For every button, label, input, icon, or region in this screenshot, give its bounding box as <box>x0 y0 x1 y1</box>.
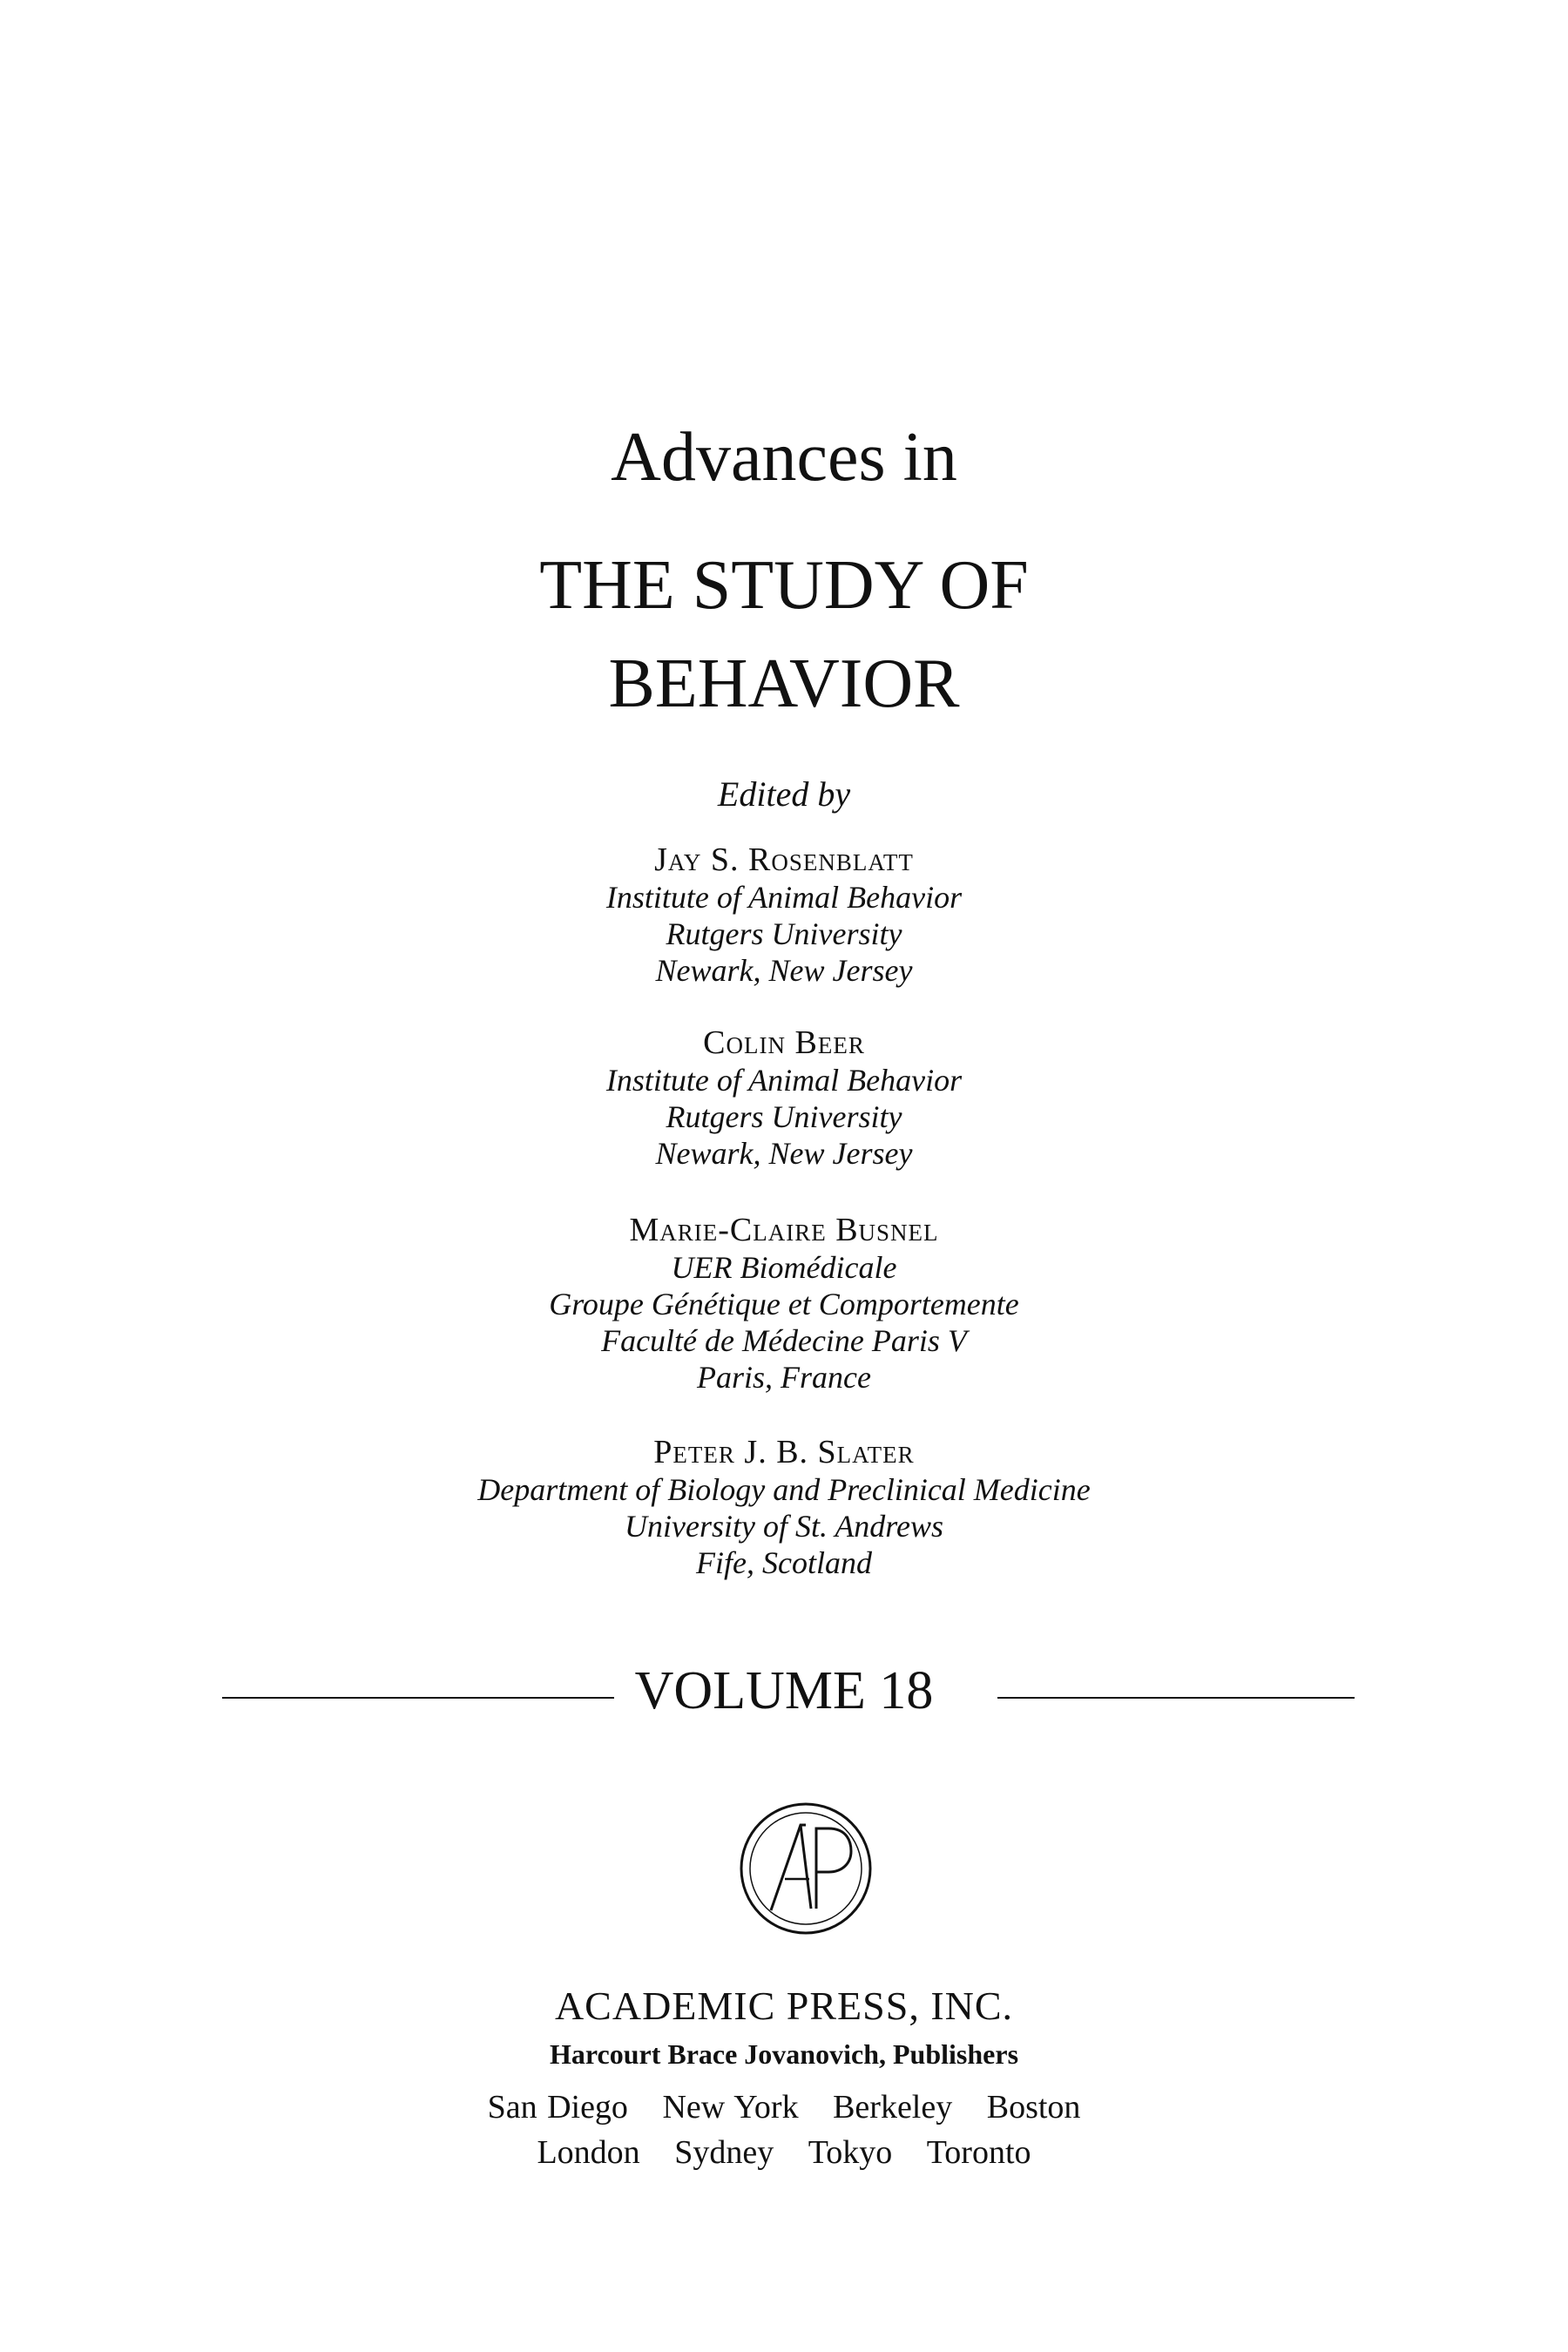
editor-block <box>0 1433 1568 1581</box>
volume-rule-right <box>997 1697 1355 1699</box>
editor-affiliation-line: University of St. Andrews <box>625 1509 943 1544</box>
editor-affiliation-line: Department of Biology and Preclinical Medicine <box>477 1472 1091 1507</box>
publisher-cities-row <box>0 2136 1568 2169</box>
editor-name: Peter J. B. Slater <box>653 1434 915 1470</box>
city-name: Boston <box>986 2089 1081 2126</box>
editor-block <box>0 1024 1568 1172</box>
editor-affiliation-line: Groupe Génétique et Comportemente <box>549 1287 1019 1321</box>
editor-affiliation-line: Faculté de Médecine Paris V <box>601 1323 967 1358</box>
city-name: New York <box>662 2089 799 2126</box>
editor-affiliation-line: Paris, France <box>697 1360 871 1395</box>
editor-name: Marie-Claire Busnel <box>629 1212 939 1248</box>
city-name: San Diego <box>487 2089 628 2126</box>
editor-affiliation-line: Rutgers University <box>666 1099 902 1134</box>
title-line-1: Advances in <box>611 419 957 496</box>
city-name: Tokyo <box>808 2134 893 2171</box>
editor-affiliation-line: Institute of Animal Behavior <box>605 880 963 915</box>
city-name: Sydney <box>674 2134 774 2171</box>
city-name: Berkeley <box>833 2089 953 2126</box>
editor-name: Jay S. Rosenblatt <box>654 841 914 878</box>
title-line-2: THE STUDY OF <box>539 547 1029 624</box>
editor-affiliation-line: Fife, Scotland <box>696 1545 872 1580</box>
volume-label: VOLUME 18 <box>634 1661 934 1720</box>
editor-affiliation-line: Newark, New Jersey <box>655 1136 913 1171</box>
editor-affiliation-line: UER Biomédicale <box>671 1250 897 1285</box>
editor-block <box>0 841 1568 989</box>
editor-affiliation-line: Newark, New Jersey <box>655 953 913 988</box>
editor-affiliation-line: Institute of Animal Behavior <box>605 1063 963 1098</box>
editor-block <box>0 1211 1568 1396</box>
edited-by-label: Edited by <box>717 774 851 814</box>
publisher-name: ACADEMIC PRESS, INC. <box>554 1984 1014 2028</box>
city-name: Toronto <box>926 2134 1031 2171</box>
academic-press-ap-logo <box>736 1799 875 1938</box>
editor-name: Colin Beer <box>703 1024 865 1061</box>
city-name: London <box>537 2134 640 2171</box>
title-line-3: BEHAVIOR <box>608 645 960 722</box>
publisher-cities-row <box>0 2091 1568 2124</box>
editor-affiliation-line: Rutgers University <box>666 916 902 951</box>
publisher-imprint: Harcourt Brace Jovanovich, Publishers <box>549 2038 1019 2070</box>
